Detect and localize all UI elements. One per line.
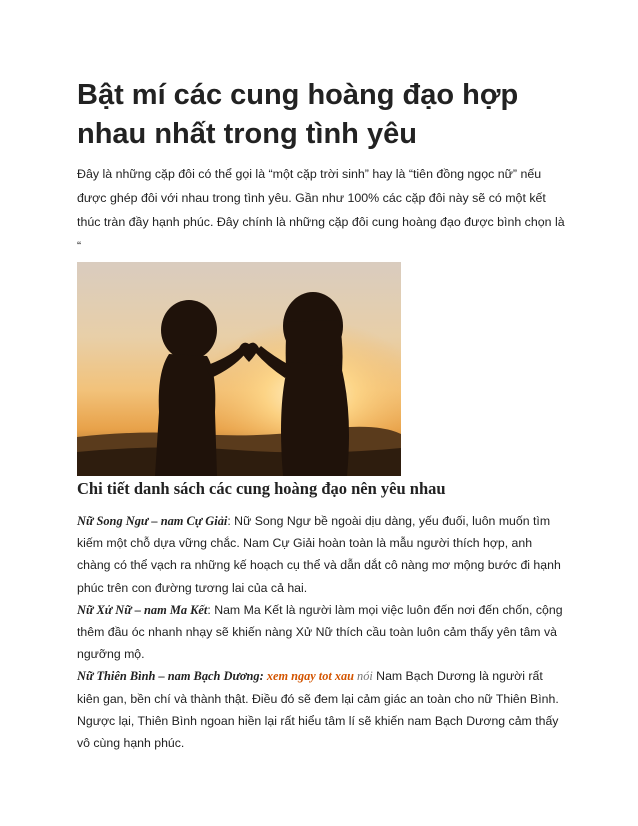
pair-sep: : [227, 514, 231, 528]
pairs-list [77, 510, 565, 754]
inline-link-text[interactable]: xem ngay tot xau [266, 669, 354, 684]
pair-text: Nam Bạch Dương là người rất kiên gan, bền chí và thành thật. Điều đó sẽ đem lại cảm giác an toàn cho nữ Thiên Bình. Ngược lại, Thiên Bình ngoan hiền lại rất hiểu tâm lí sẽ khiến nam Bạch Dương cảm thấy vô cùng hạnh phúc. [77, 669, 559, 751]
intro-text: Đây là những cặp đôi có thể gọi là “một cặp trời sinh” hay là “tiên đồng ngọc nữ” nếu được ghép đôi với nhau trong tình yêu. Gần như 100% các cặp đôi này sẽ có một kết thúc tràn đầy hạnh phúc. Đây chính là những cặp đôi cung hoàng đạo được bình chọn là “ [77, 167, 565, 253]
article-title: Bật mí các cung hoàng đạo hợp nhau nhất trong tình yêu [77, 79, 519, 150]
section-heading: Chi tiết danh sách các cung hoàng đạo nên yêu nhau [77, 479, 446, 498]
pair-sep: : [259, 669, 267, 684]
couple-photo [77, 262, 401, 476]
pair-item [77, 510, 565, 599]
pair-text: Nữ Song Ngư bề ngoài dịu dàng, yếu đuối, luôn muốn tìm kiếm một chỗ dựa vững chắc. Nam Cự Giải hoàn toàn là mẫu người thích hợp, anh chàng có thể vạch ra những kế hoạch cụ thể và dẫn dắt cô nàng mơ mộng bước đi hạnh phúc trên con đường tương lai của cả hai. [77, 514, 561, 595]
pair-text: Nam Ma Kết là người làm mọi việc luôn đến nơi đến chốn, cộng thêm đầu óc nhanh nhạy sẽ khiến nàng Xử Nữ thích cầu toàn luôn cảm thấy yên tâm và ngưỡng mộ. [77, 602, 563, 662]
pair-item [77, 665, 565, 754]
pair-sep: : [207, 602, 211, 617]
pair-item [77, 599, 565, 666]
pair-lead: Nữ Thiên Bình – nam Bạch Dương [77, 669, 260, 684]
pair-lead: Nữ Song Ngư – nam Cự Giải [77, 514, 228, 528]
pair-lead: Nữ Xử Nữ – nam Ma Kết [77, 602, 208, 617]
inline-gray-text: nói [353, 669, 373, 684]
